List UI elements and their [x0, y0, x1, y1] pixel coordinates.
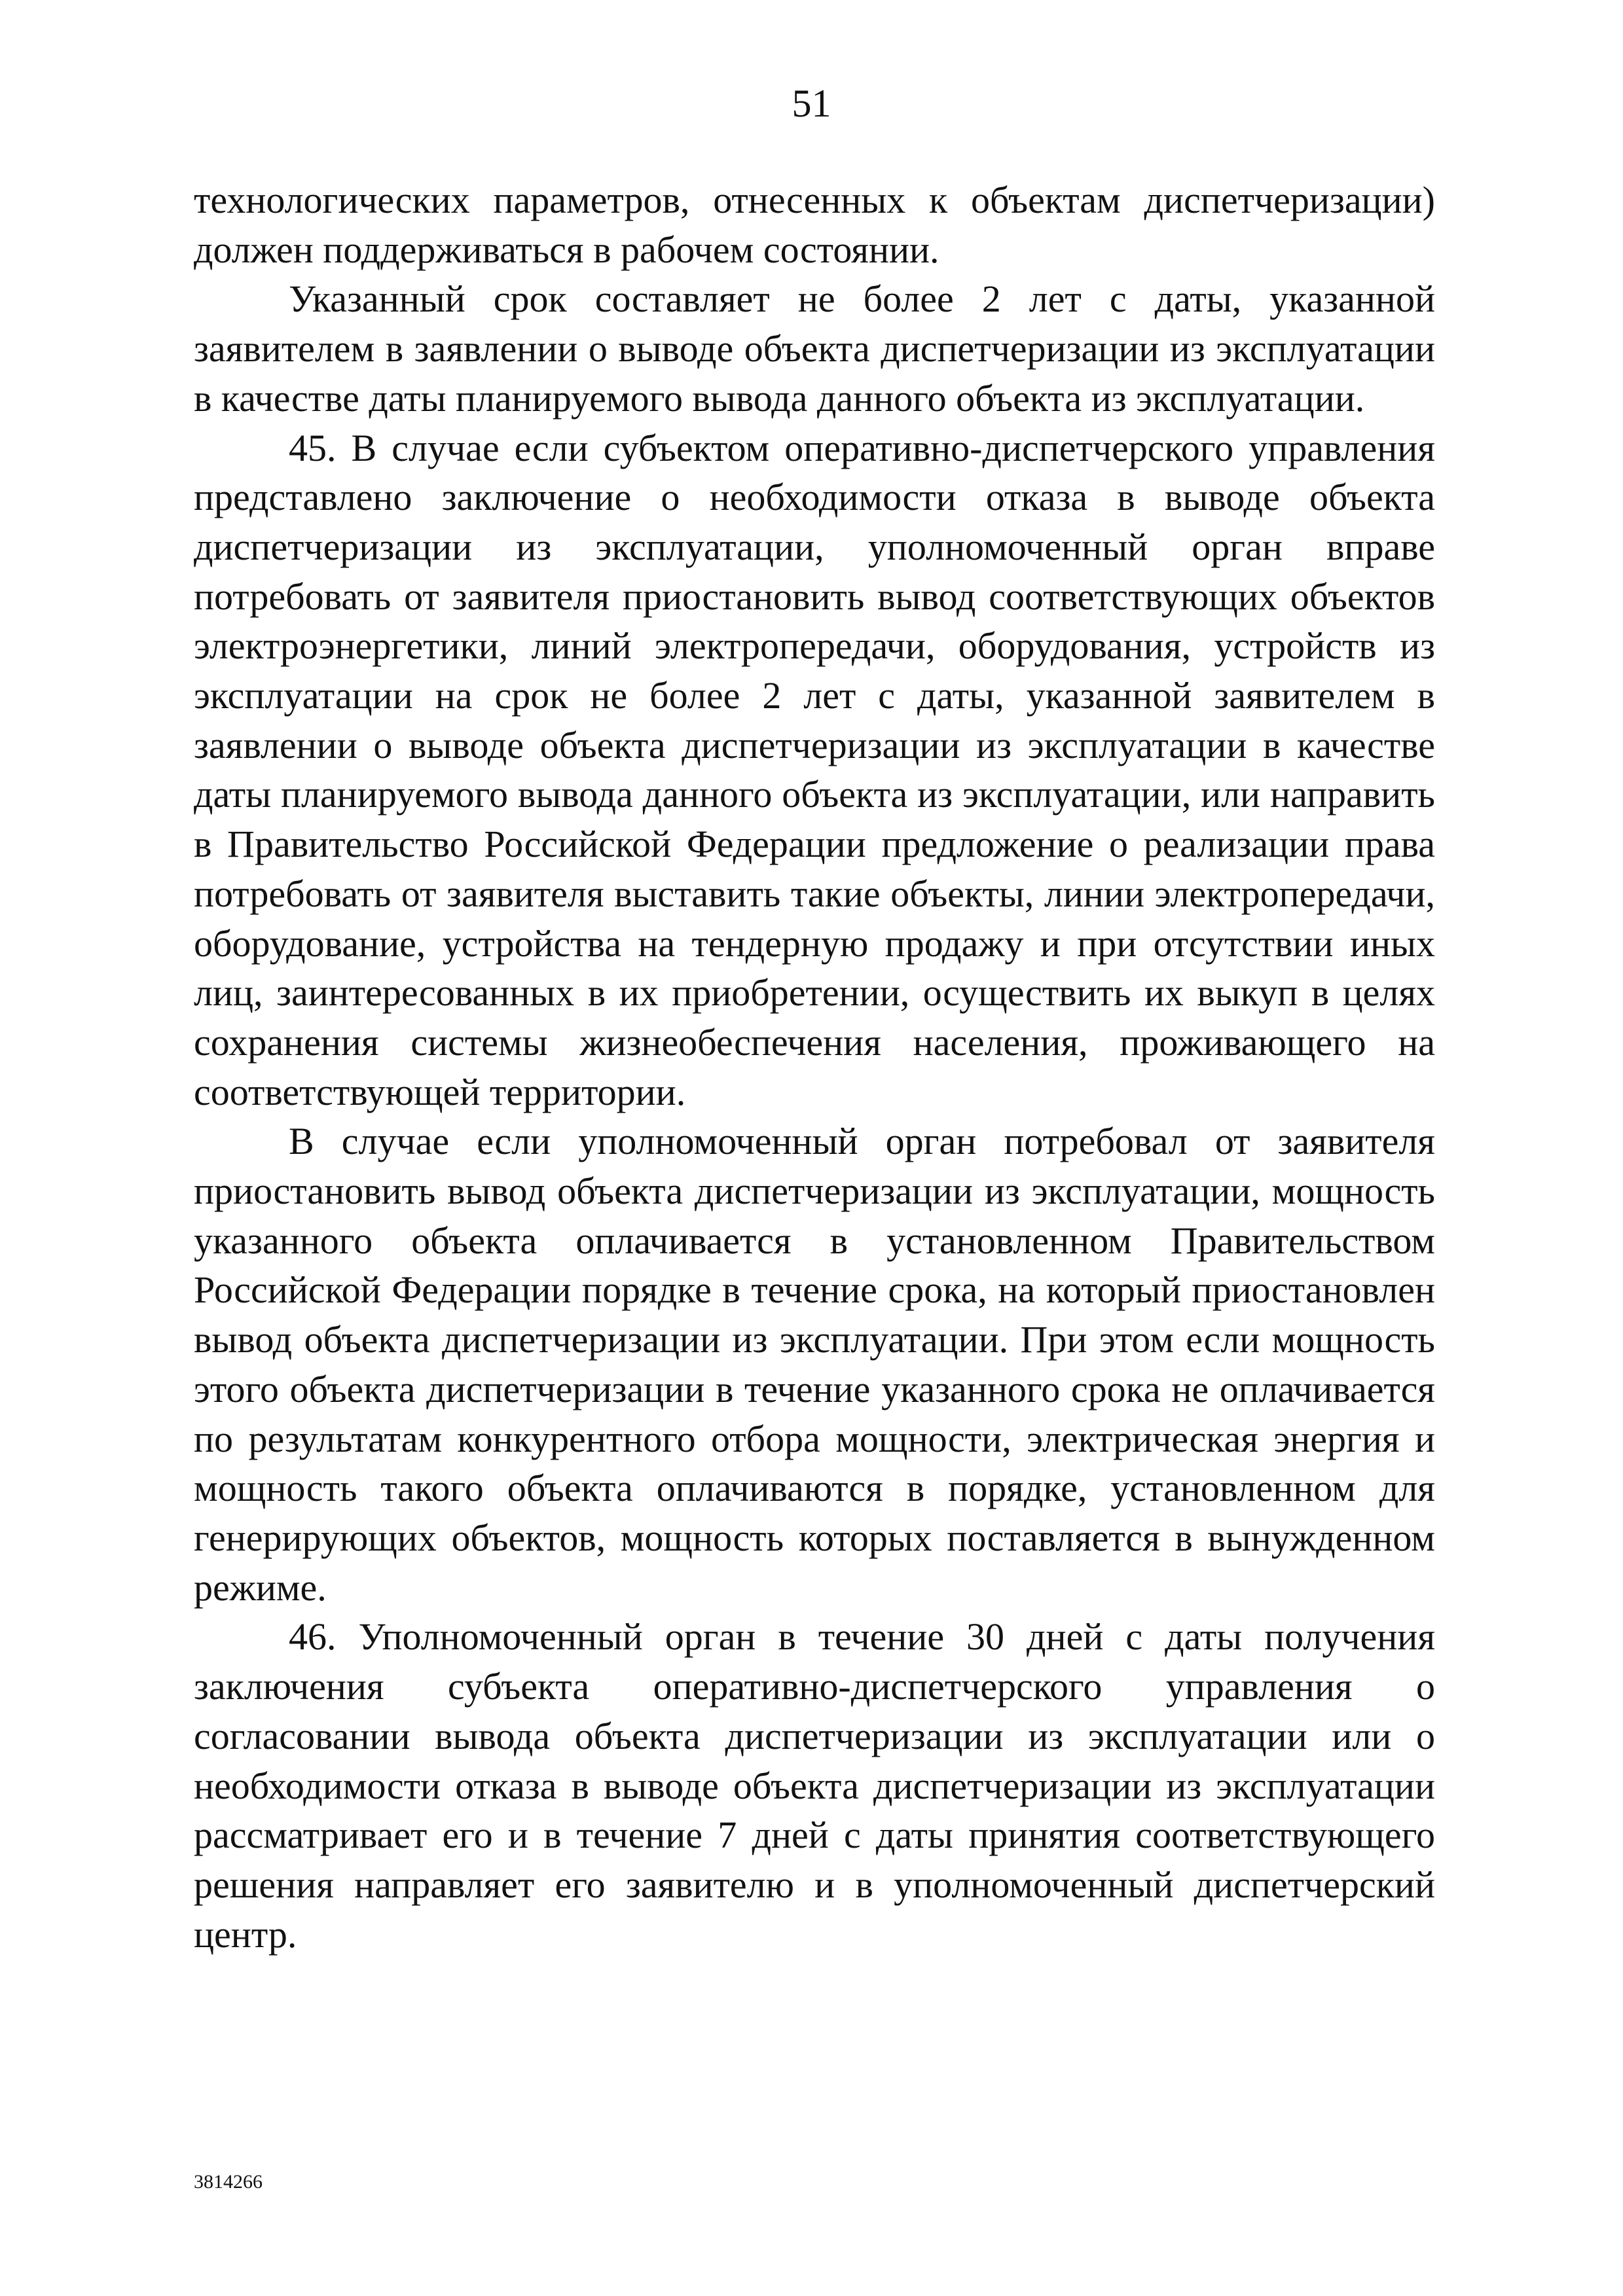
- document-body: [194, 175, 1435, 1959]
- paragraph-clause-46: 46. Уполномоченный орган в течение 30 дней с даты получения заключения субъекта оперативно-диспетчерского управления о согласовании вывода объекта диспетчеризации из эксплуатации или о необходимости отказа в выводе объекта диспетчеризации из эксплуатации рассматривает его и в течение 7 дней с даты принятия соответствующего решения направляет его заявителю и в уполномоченный диспетчерский центр.: [194, 1615, 1435, 1956]
- paragraph-suspension-payment: В случае если уполномоченный орган потребовал от заявителя приостановить вывод объекта диспетчеризации из эксплуатации, мощность указанного объекта оплачивается в установленном Правительством Российской Федерации порядке в течение срока, на который приостановлен вывод объекта диспетчеризации из эксплуатации. При этом если мощность этого объекта диспетчеризации в течение указанного срока не оплачивается по результатам конкурентного отбора мощности, электрическая энергия и мощность такого объекта оплачиваются в порядке, установленном для генерирующих объектов, мощность которых поставляется в вынужденном режиме.: [194, 1120, 1435, 1609]
- document-code: 3814266: [194, 2171, 263, 2193]
- paragraph-continuation: технологических параметров, отнесенных к объектам диспетчеризации) должен поддерживаться в рабочем состоянии.: [194, 179, 1435, 271]
- page-number: 51: [792, 82, 831, 125]
- paragraph-clause-45: 45. В случае если субъектом оперативно-диспетчерского управления представлено заключение о необходимости отказа в выводе объекта диспетчеризации из эксплуатации, уполномоченный орган вправе потребовать от заявителя приостановить вывод соответствующих объектов электроэнергетики, линий электропередачи, оборудования, устройств из эксплуатации на срок не более 2 лет с даты, указанной заявителем в заявлении о выводе объекта диспетчеризации из эксплуатации в качестве даты планируемого вывода данного объекта из эксплуатации, или направить в Правительство Российской Федерации предложение о реализации права потребовать от заявителя выставить такие объекты, линии электропередачи, оборудование, устройства на тендерную продажу и при отсутствии иных лиц, заинтересованных в их приобретении, осуществить их выкуп в целях сохранения системы жизнеобеспечения населения, проживающего на соответствующей территории.: [194, 426, 1435, 1113]
- paragraph-term: Указанный срок составляет не более 2 лет с даты, указанной заявителем в заявлении о выводе объекта диспетчеризации из эксплуатации в качестве даты планируемого вывода данного объекта из эксплуатации.: [194, 278, 1435, 420]
